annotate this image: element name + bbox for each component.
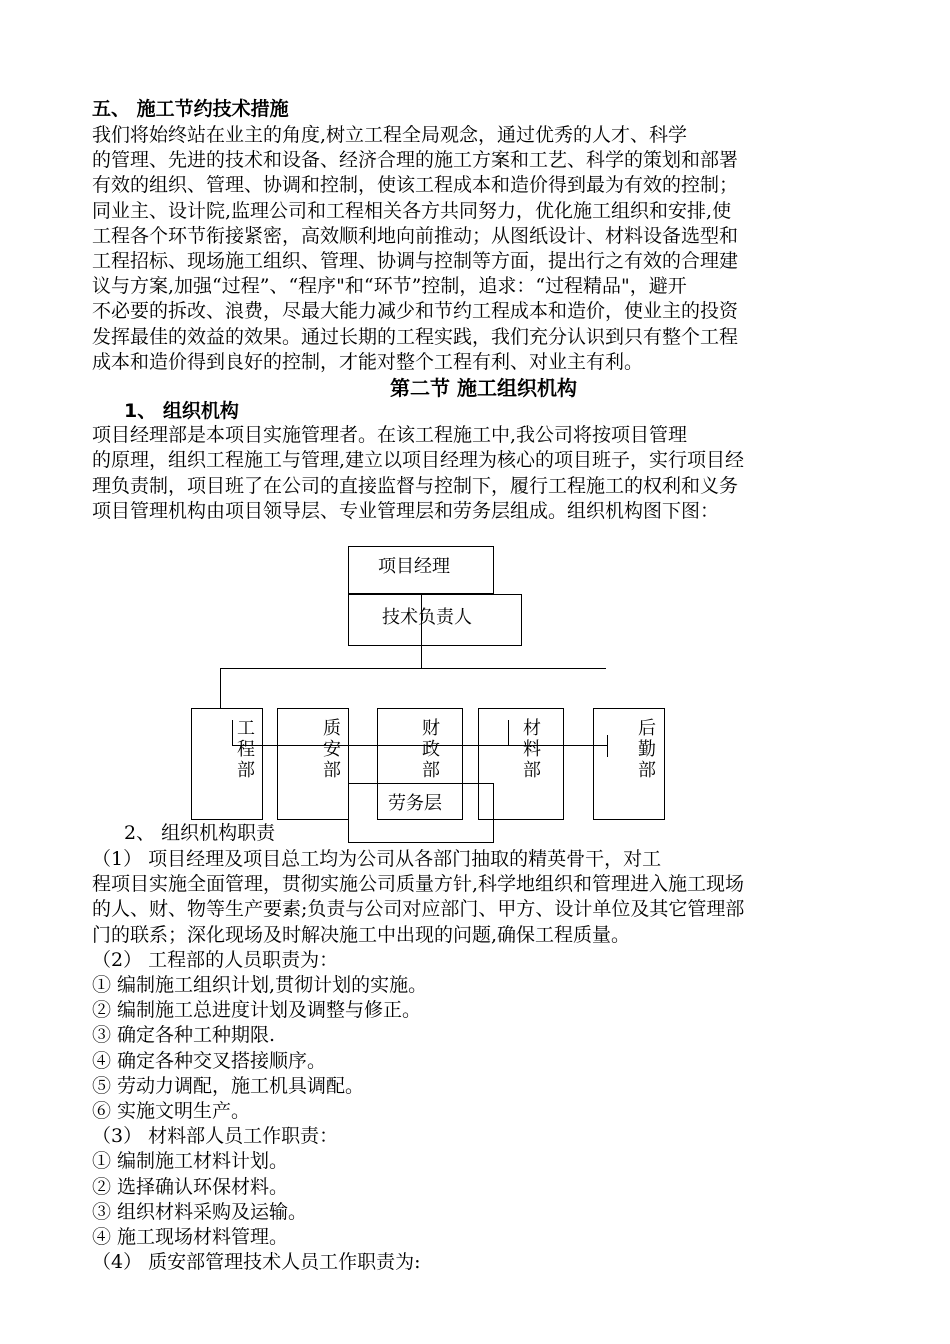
- connector-horizontal: [220, 668, 606, 669]
- dept-label-engineering: 工 程 部: [237, 718, 255, 781]
- paragraph-line: 理负责制，项目班了在公司的直接监督与控制下，履行工程施工的权利和义务: [92, 474, 739, 497]
- paragraph-line: 工程各个环节衔接紧密，高效顺利地向前推动；从图纸设计、材料设备选型和: [92, 224, 739, 247]
- tech-label: 技术负责人: [382, 607, 472, 628]
- duties-heading: 2、 组织机构职责: [124, 822, 276, 844]
- dept-label-finance: 财 政 部: [422, 718, 440, 781]
- duty-line: ④ 确定各种交叉搭接顺序。: [92, 1049, 327, 1072]
- paragraph-line: 议与方案,加强“过程”、“程序"和“环节”控制，追求：“过程精品"，避开: [92, 275, 687, 298]
- dept-connector-line: [232, 745, 608, 746]
- section-heading: 五、 施工节约技术措施: [92, 98, 289, 120]
- paragraph-line: 项目经理部是本项目实施管理者。在该工程施工中,我公司将按项目管理: [92, 424, 688, 446]
- paragraph-line: 成本和造价得到良好的控制，才能对整个工程有利、对业主有利。: [92, 350, 644, 373]
- paragraph-line: 项目管理机构由项目领导层、专业管理层和劳务层组成。组织机构图下图：: [92, 500, 720, 523]
- labor-label: 劳务层: [388, 793, 442, 814]
- duty-line: （4） 质安部管理技术人员工作职责为:: [92, 1251, 421, 1274]
- tick-2: [508, 720, 509, 746]
- section-title: 第二节 施工组织机构: [390, 376, 577, 400]
- duty-line: ① 编制施工组织计划,贯彻计划的实施。: [92, 974, 428, 996]
- duty-line: ④ 施工现场材料管理。: [92, 1226, 289, 1248]
- duty-line: 程项目实施全面管理，贯彻实施公司质量方针,科学地组织和管理进入施工现场: [92, 873, 745, 896]
- org-heading: 1、 组织机构: [124, 400, 239, 422]
- connector-drop: [220, 668, 221, 708]
- duty-line: 门的联系；深化现场及时解决施工中出现的问题,确保工程质量。: [92, 923, 631, 946]
- connector-vertical: [421, 594, 422, 668]
- duty-line: ① 编制施工材料计划。: [92, 1150, 289, 1173]
- paragraph-line: 工程招标、现场施工组织、管理、协调与控制等方面，提出行之有效的合理建: [92, 250, 739, 272]
- paragraph-line: 的原理，组织工程施工与管理,建立以项目经理为核心的项目班子，实行项目经: [92, 449, 745, 472]
- dept-label-materials: 材 料 部: [523, 718, 541, 781]
- paragraph-line: 的管理、先进的技术和设备、经济合理的施工方案和工艺、科学的策划和部署: [92, 149, 739, 172]
- duty-line: 的人、财、物等生产要素;负责与公司对应部门、甲方、设计单位及其它管理部: [92, 898, 745, 921]
- paragraph-line: 我们将始终站在业主的角度,树立工程全局观念，通过优秀的人才、科学: [92, 124, 688, 146]
- dept-label-logistics: 后 勤 部: [638, 718, 656, 781]
- duty-line: （1） 项目经理及项目总工均为公司从各部门抽取的精英骨干，对工: [92, 848, 662, 870]
- duty-line: ③ 组织材料采购及运输。: [92, 1200, 308, 1223]
- tick-1: [232, 720, 233, 746]
- duty-line: ② 编制施工总进度计划及调整与修正。: [92, 999, 422, 1022]
- paragraph-line: 同业主、设计院,监理公司和工程相关各方共同努力，优化施工组织和安排,使: [92, 199, 732, 222]
- tick-3: [607, 735, 608, 757]
- duty-line: （3） 材料部人员工作职责：: [92, 1125, 339, 1148]
- duty-line: ⑤ 劳动力调配，施工机具调配。: [92, 1074, 365, 1097]
- paragraph-line: 发挥最佳的效益的效果。通过长期的工程实践，我们充分认识到只有整个工程: [92, 325, 739, 348]
- duty-line: ② 选择确认环保材料。: [92, 1175, 289, 1198]
- pm-label: 项目经理: [378, 556, 450, 577]
- duty-line: （2） 工程部的人员职责为：: [92, 948, 339, 971]
- duty-line: ③ 确定各种工种期限.: [92, 1024, 276, 1047]
- paragraph-line: 不必要的拆改、浪费，尽最大能力减少和节约工程成本和造价，使业主的投资: [92, 300, 739, 323]
- duty-line: ⑥ 实施文明生产。: [92, 1100, 251, 1122]
- dept-label-quality: 质 安 部: [323, 718, 341, 781]
- paragraph-line: 有效的组织、管理、协调和控制，使该工程成本和造价得到最为有效的控制；: [92, 174, 739, 197]
